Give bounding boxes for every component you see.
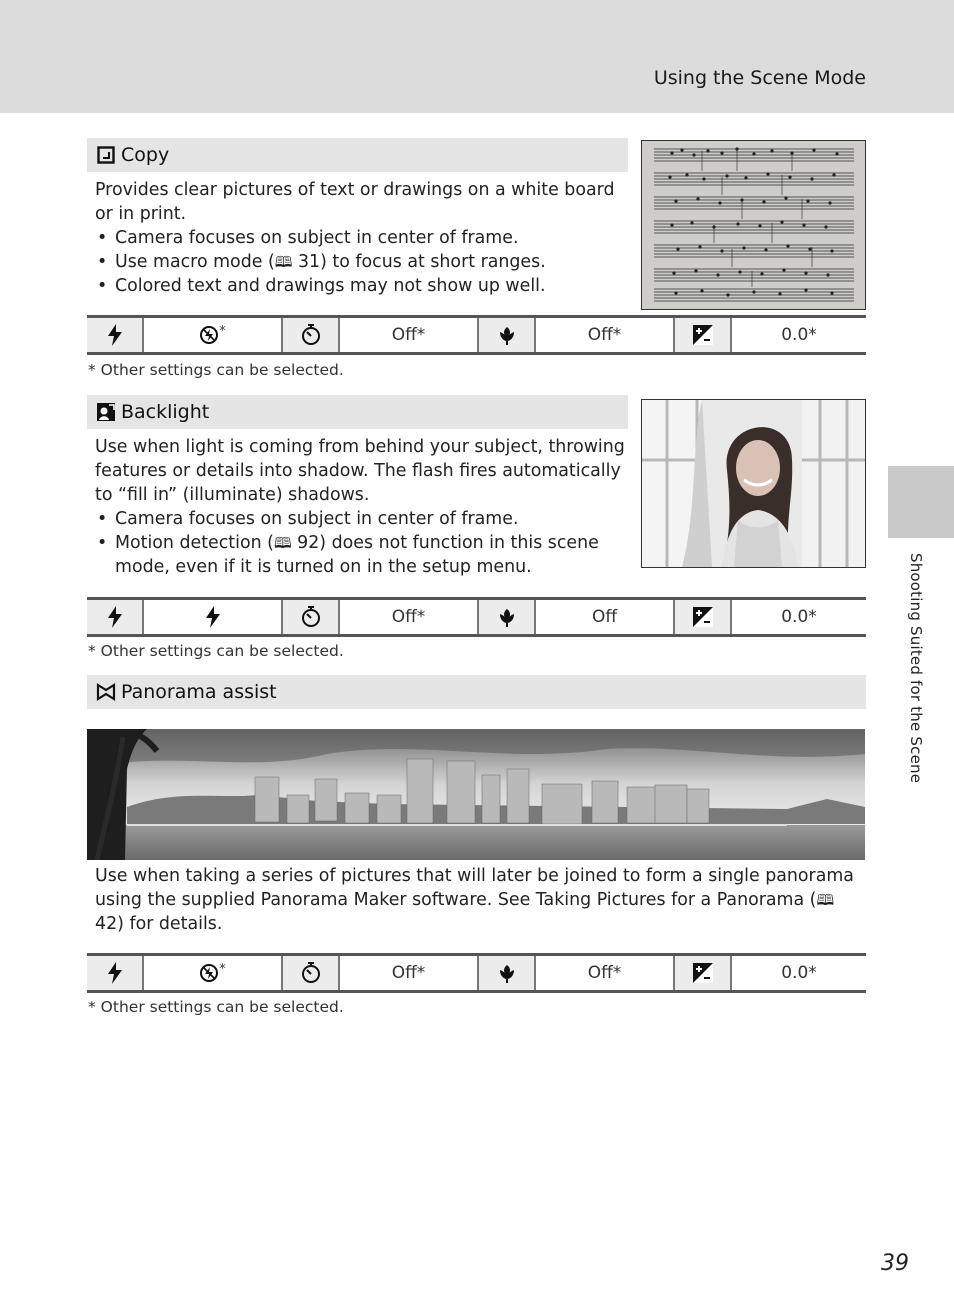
flash-mode-icon [87, 600, 144, 634]
panorama-description [95, 864, 855, 936]
copy-bullet-list [95, 226, 625, 298]
page-ref: 31 [297, 252, 321, 272]
book-ref-icon: 🕮 [273, 534, 292, 552]
page-number: 39 [881, 1251, 909, 1276]
panorama-footnote: * Other settings can be selected. [88, 998, 344, 1016]
book-ref-icon: 🕮 [816, 891, 835, 909]
backlight-portrait-photo [641, 399, 866, 568]
macro-mode-value: Off* [536, 318, 675, 352]
panorama-settings-bar [87, 953, 866, 993]
copy-bullet-text: Use macro mode ( [115, 252, 275, 272]
setting-asterisk: * [219, 961, 226, 977]
macro-mode-value: Off [536, 600, 675, 634]
header-band [0, 0, 954, 113]
flash-fill-value [144, 600, 283, 634]
copy-icon [95, 146, 117, 164]
page-ref: 92 [297, 533, 320, 553]
macro-mode-value: Off* [536, 956, 675, 990]
copy-bullet: • Camera focuses on subject in center of frame. [95, 226, 625, 250]
backlight-bullet-tail: ) does not function in this scene mode, even if it is turned on in the setup menu. [115, 533, 599, 577]
side-tab-label: Shooting Suited for the Scene [907, 553, 925, 784]
book-ref-icon: 🕮 [274, 253, 293, 271]
self-timer-value: Off* [340, 318, 479, 352]
copy-bullet [95, 250, 625, 274]
backlight-intro: Use when light is coming from behind your subject, throwing features or details into shadow. The flash fires automatically to “fill in” (illuminate) shadows. [95, 437, 625, 505]
self-timer-icon [283, 600, 340, 634]
copy-settings-bar [87, 315, 866, 355]
copy-footnote: * Other settings can be selected. [88, 361, 344, 379]
backlight-settings-bar [87, 597, 866, 637]
panorama-skyline-photo [87, 729, 865, 860]
backlight-section-heading [87, 395, 628, 429]
backlight-description [95, 435, 625, 579]
copy-section-heading [87, 138, 628, 172]
panorama-text: Use when taking a series of pictures that will later be joined to form a single panorama using the supplied Panorama Maker software. See Taking Pictures for a Panorama ( [95, 866, 854, 910]
self-timer-value: Off* [340, 956, 479, 990]
self-timer-value: Off* [340, 600, 479, 634]
panorama-section-title: Panorama assist [121, 681, 277, 703]
exposure-compensation-icon [675, 318, 732, 352]
macro-mode-icon [479, 600, 536, 634]
copy-bullet-tail: ) to focus at short ranges. [320, 252, 546, 272]
panorama-icon [95, 683, 117, 701]
copy-section-title: Copy [121, 144, 170, 166]
exposure-compensation-value: 0.0* [781, 325, 817, 345]
backlight-bullet-list [95, 507, 625, 579]
self-timer-icon [283, 318, 340, 352]
page-ref: 42 [95, 914, 118, 934]
copy-description [95, 178, 625, 298]
backlight-icon [95, 402, 117, 422]
flash-mode-icon [87, 318, 144, 352]
flash-off-value [144, 956, 283, 990]
self-timer-icon [283, 956, 340, 990]
page-header-title: Using the Scene Mode [653, 67, 866, 89]
exposure-compensation-value: 0.0* [781, 963, 817, 983]
copy-bullet: • Colored text and drawings may not show up well. [95, 274, 625, 298]
backlight-section-title: Backlight [121, 401, 210, 423]
exposure-compensation-value: 0.0* [781, 607, 817, 627]
setting-asterisk: * [219, 323, 226, 339]
sheet-music-photo [641, 140, 866, 310]
panorama-intro [95, 864, 855, 936]
side-tab [888, 466, 954, 538]
backlight-footnote: * Other settings can be selected. [88, 642, 344, 660]
exposure-compensation-icon [675, 956, 732, 990]
flash-mode-icon [87, 956, 144, 990]
flash-off-value [144, 318, 283, 352]
panorama-text-tail: ) for details. [117, 914, 223, 934]
backlight-bullet: • Camera focuses on subject in center of frame. [95, 507, 625, 531]
exposure-compensation-icon [675, 600, 732, 634]
panorama-section-heading [87, 675, 866, 709]
backlight-bullet-text: Motion detection ( [115, 533, 274, 553]
macro-mode-icon [479, 956, 536, 990]
backlight-bullet [95, 531, 625, 579]
copy-intro: Provides clear pictures of text or drawings on a white board or in print. [95, 180, 615, 224]
macro-mode-icon [479, 318, 536, 352]
